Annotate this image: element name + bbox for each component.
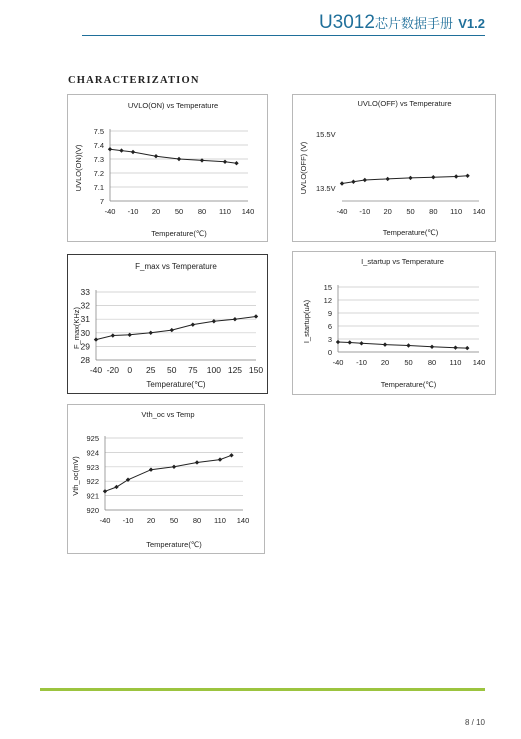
data-point: [453, 345, 457, 349]
y-tick-label: 9: [327, 309, 332, 318]
document-type: 芯片数据手册: [374, 16, 453, 31]
chart-svg: [68, 255, 269, 395]
chart-uvlo-off: [292, 94, 496, 242]
data-point: [177, 157, 181, 161]
x-tick-label: 80: [192, 516, 202, 525]
x-tick-label: 20: [383, 207, 392, 216]
data-point: [172, 465, 176, 469]
annotation-label: 13.5V: [316, 184, 336, 193]
data-point: [454, 174, 458, 178]
y-axis-label: F_max(KHz): [72, 306, 81, 350]
data-point: [406, 343, 410, 347]
series-line: [96, 317, 256, 340]
chart-svg: [68, 405, 266, 555]
series-line: [105, 455, 232, 491]
data-point: [234, 161, 238, 165]
y-tick-label: 6: [327, 322, 332, 331]
x-tick-label: 25: [146, 365, 156, 375]
x-tick-label: 110: [450, 207, 463, 216]
y-tick-label: 33: [80, 287, 90, 297]
series-line: [338, 342, 467, 348]
x-tick-label: 50: [169, 516, 179, 525]
x-tick-label: 140: [241, 207, 255, 216]
x-tick-label: 50: [404, 358, 413, 367]
y-tick-label: 920: [86, 506, 99, 515]
data-point: [465, 174, 469, 178]
x-tick-label: 140: [472, 358, 486, 367]
x-tick-label: 110: [214, 516, 226, 525]
data-point: [170, 328, 174, 332]
x-tick-label: 110: [219, 207, 231, 216]
data-point: [430, 345, 434, 349]
data-point: [385, 177, 389, 181]
data-point: [191, 322, 195, 326]
y-tick-label: 28: [80, 355, 90, 365]
y-tick-label: 31: [80, 314, 90, 325]
data-point: [465, 346, 469, 350]
x-tick-label: 80: [427, 358, 437, 367]
y-tick-label: 32: [80, 300, 90, 311]
chart-uvlo-on: [67, 94, 268, 242]
data-point: [359, 341, 363, 345]
chart-title: F_max vs Temperature: [135, 262, 217, 271]
x-tick-label: 20: [151, 207, 161, 216]
data-point: [383, 342, 387, 346]
y-tick-label: 15: [323, 283, 332, 292]
y-axis-label: UVLO(ON)(V): [74, 144, 83, 192]
x-tick-label: 0: [127, 365, 133, 375]
y-tick-label: 30: [80, 327, 90, 338]
y-tick-label: 3: [327, 335, 332, 344]
y-axis-label: I_startup(uA): [302, 299, 311, 344]
data-point: [254, 314, 258, 318]
y-axis-label: Vth_oc(mV): [71, 456, 80, 496]
x-tick-label: 20: [380, 358, 390, 367]
x-axis-label: Temperature(℃): [380, 380, 437, 389]
data-point: [114, 485, 118, 489]
x-tick-label: -10: [356, 358, 367, 367]
data-point: [195, 460, 199, 464]
chart-title: UVLO(ON) vs Temperature: [127, 101, 219, 110]
y-tick-label: 921: [86, 491, 99, 501]
x-tick-label: 20: [146, 516, 156, 525]
document-header-title: [319, 12, 485, 34]
data-point: [408, 176, 412, 180]
x-tick-label: -10: [122, 516, 134, 525]
x-axis-label: Temperature(℃): [146, 540, 202, 549]
chart-title: Vth_oc vs Temp: [141, 410, 195, 419]
page-number: 8 / 10: [464, 718, 485, 727]
footer-rule: [40, 688, 485, 691]
x-tick-label: 50: [406, 207, 415, 216]
data-point: [351, 180, 355, 184]
data-point: [149, 467, 153, 471]
y-tick-label: 7.5: [93, 127, 104, 136]
x-tick-label: 125: [227, 365, 243, 375]
x-axis-label: Temperature(℃): [146, 380, 206, 389]
x-tick-label: -40: [332, 358, 344, 367]
data-point: [431, 175, 435, 179]
section-title: CHARACTERIZATION: [68, 75, 200, 86]
x-tick-label: 80: [197, 207, 207, 216]
x-tick-label: -10: [359, 207, 371, 216]
data-point: [108, 147, 112, 151]
x-tick-label: -10: [127, 207, 139, 216]
data-point: [154, 154, 158, 158]
x-tick-label: 75: [188, 365, 198, 375]
data-point: [103, 489, 107, 493]
data-point: [336, 340, 340, 344]
x-axis-label: Temperature(℃): [151, 229, 207, 238]
chart-fmax: [67, 254, 268, 394]
y-tick-label: 7: [99, 197, 104, 206]
chart-title: I_startup vs Temperature: [361, 257, 444, 266]
chart-istartup: [292, 251, 496, 395]
series-line: [110, 149, 237, 163]
y-tick-label: 7.1: [93, 183, 104, 192]
data-point: [233, 317, 237, 321]
data-point: [229, 453, 233, 457]
y-tick-label: 925: [86, 434, 99, 443]
y-tick-label: 922: [86, 477, 99, 487]
x-tick-label: -40: [104, 207, 116, 216]
data-point: [111, 333, 115, 337]
data-point: [218, 457, 222, 461]
data-point: [223, 160, 227, 164]
y-tick-label: 7.3: [93, 155, 104, 164]
x-tick-label: -20: [106, 365, 119, 375]
x-tick-label: 140: [472, 207, 486, 216]
version-label: V1.2: [458, 16, 485, 31]
y-tick-label: 7.4: [93, 141, 104, 150]
x-tick-label: 50: [174, 207, 184, 216]
data-point: [363, 178, 367, 182]
data-point: [340, 181, 344, 185]
y-tick-label: 923: [86, 462, 99, 472]
x-axis-label: Temperature(℃): [382, 228, 439, 237]
chart-title: UVLO(OFF) vs Temperature: [357, 99, 452, 108]
data-point: [127, 333, 131, 337]
y-axis-label: UVLO(OFF) (V): [299, 141, 308, 195]
y-tick-label: 12: [323, 296, 332, 305]
data-point: [348, 340, 352, 344]
y-tick-label: 29: [80, 341, 90, 352]
data-point: [212, 319, 216, 323]
chart-svg: [293, 252, 497, 396]
x-tick-label: -40: [89, 365, 103, 375]
series-line: [342, 176, 468, 184]
y-tick-label: 0: [327, 348, 332, 357]
data-point: [94, 337, 98, 341]
x-tick-label: -40: [99, 516, 111, 525]
x-tick-label: 50: [167, 365, 177, 375]
chart-vth-oc: [67, 404, 265, 554]
x-tick-label: 80: [429, 207, 438, 216]
x-tick-label: 140: [236, 516, 250, 525]
data-point: [119, 148, 123, 152]
header-rule: [82, 35, 485, 36]
chip-model: U3012: [318, 12, 375, 33]
x-tick-label: -40: [336, 207, 348, 216]
annotation-label: 15.5V: [316, 130, 336, 139]
x-tick-label: 110: [449, 358, 462, 367]
x-tick-label: 100: [206, 365, 221, 375]
data-point: [131, 150, 135, 154]
data-point: [149, 331, 153, 335]
chart-svg: [68, 95, 269, 243]
x-tick-label: 150: [248, 365, 264, 375]
y-tick-label: 7.2: [93, 169, 104, 178]
chart-svg: [293, 95, 497, 243]
y-tick-label: 924: [86, 448, 99, 458]
